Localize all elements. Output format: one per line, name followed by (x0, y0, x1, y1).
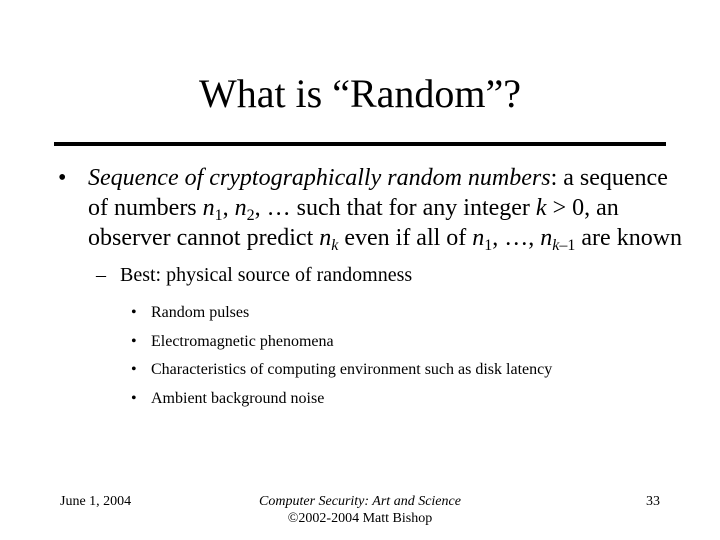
footer-date: June 1, 2004 (60, 494, 132, 509)
list-item-text: Random pulses (151, 304, 250, 321)
subscript: k (331, 237, 339, 254)
footer-copyright: ©2002-2004 Matt Bishop (287, 511, 433, 526)
bullet-marker: • (131, 332, 137, 350)
defined-term: Sequence of cryptographically random numbers (88, 165, 551, 191)
subscript: 1 (214, 207, 223, 224)
main-bullet (54, 163, 684, 253)
subscript: –1 (559, 237, 576, 254)
var-n: n (472, 225, 485, 251)
text-segment: : a sequence of numbers (88, 165, 668, 221)
subscript: 1 (484, 237, 493, 254)
text-segment: , …, (492, 225, 541, 251)
text-segment: even if all of (338, 225, 473, 251)
footer-book-title: Computer Security: Art and Science (259, 494, 461, 509)
var-n: n (540, 225, 553, 251)
dash-marker: – (96, 264, 106, 286)
text-segment: are known (575, 225, 683, 251)
list-item (54, 385, 684, 414)
sub-bullet (54, 263, 684, 287)
list-item (54, 299, 684, 328)
bullet-marker: • (131, 304, 137, 321)
var-k: k (535, 195, 547, 221)
list-item-text: Characteristics of computing environment such as disk latency (151, 361, 553, 378)
subscript: k (552, 237, 560, 254)
list-item-text: Electromagnetic phenomena (151, 332, 334, 350)
main-bullet-text (88, 165, 683, 254)
bullet-marker: • (131, 389, 137, 407)
subscript: 2 (246, 207, 255, 224)
text-segment: > 0, an observer cannot predict (88, 195, 619, 251)
var-n: n (234, 195, 247, 221)
list-item-text: Ambient background noise (151, 389, 325, 407)
slide-body (54, 163, 684, 413)
bullet-marker: • (131, 361, 137, 378)
sub-sub-list (54, 299, 684, 413)
slide-title: What is “Random”? (198, 71, 522, 116)
page-number: 33 (646, 494, 660, 509)
text-segment: , (222, 195, 235, 221)
var-n: n (202, 195, 215, 221)
var-n: n (319, 225, 332, 251)
list-item (54, 328, 684, 357)
sub-bullet-text: Best: physical source of randomness (120, 264, 413, 286)
text-segment: , … such that for any integer (254, 195, 536, 221)
footer-credits (210, 493, 510, 527)
list-item (54, 356, 684, 385)
title-divider (54, 142, 666, 146)
bullet-marker: • (58, 165, 67, 191)
